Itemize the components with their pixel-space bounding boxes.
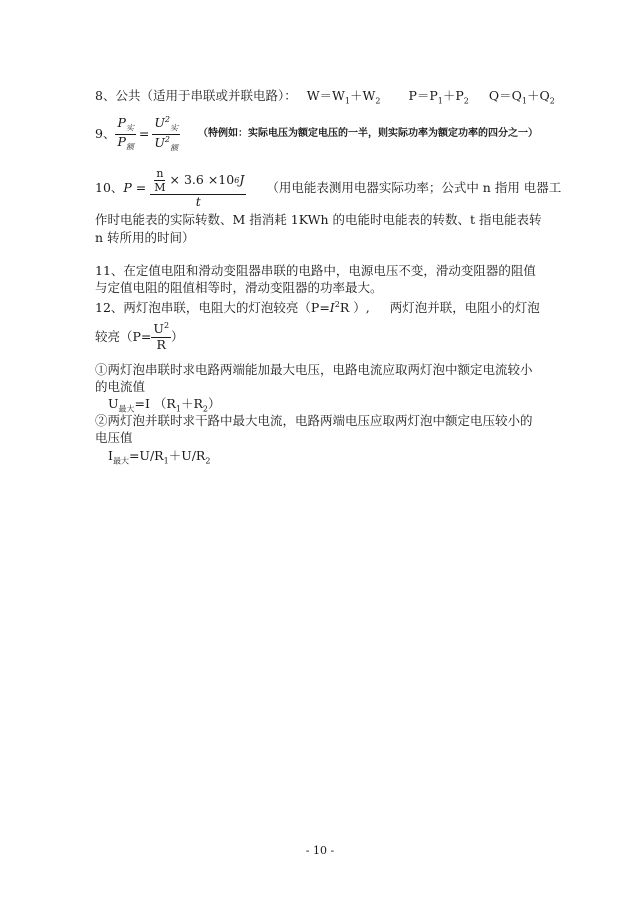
energy-w2-sub: 2 (375, 96, 381, 106)
item-10-line (95, 168, 561, 209)
max-voltage-sub: 最大 (118, 404, 135, 414)
vratio-den-sub: 额 (170, 143, 178, 153)
max-current-eq: =U/R (128, 448, 164, 463)
fraction-n: n (156, 167, 164, 180)
energy-w1-sub: 1 (344, 96, 350, 106)
item-8-line (95, 88, 555, 110)
vratio-num-u: U (154, 115, 165, 131)
fraction-r: R (156, 336, 166, 352)
power-p1-sub: 1 (437, 96, 443, 106)
meter-constant: × 3.6 ×10 (169, 172, 235, 188)
item-11-text-2: 与定值电阻的阻值相等时，滑动变阻器的功率最大。 (95, 280, 383, 295)
power-p2-sub: 2 (463, 96, 469, 106)
power-formula (408, 88, 472, 106)
power-p: P＝P (408, 88, 438, 103)
case-2-text-1: ②两灯泡并联时求干路中最大电流，电路两端电压应取两灯泡中额定电压较小的 (95, 413, 533, 428)
energy-formula (306, 88, 385, 106)
ratio-equals: = (138, 126, 150, 142)
meter-exponent: 6 (234, 175, 240, 185)
heat-q1-sub: 1 (521, 96, 527, 106)
item-12-close-paren: ） (171, 328, 184, 344)
max-current-i: I (108, 448, 113, 463)
item-12-parallel-text: 两灯泡并联，电阻小的灯泡 (389, 300, 540, 316)
item-10-text-2: 作时电能表的实际转数、M 指消耗 1KWh 的电能时电能表的转数、t 指电能表转 (95, 212, 542, 227)
series-current-i: I (329, 300, 335, 316)
item-12-line-2 (95, 322, 184, 351)
fraction-u-sup: 2 (163, 321, 170, 330)
meter-unit: J (239, 172, 245, 188)
series-resistance: R ）, (339, 300, 370, 316)
case-1-text-2: 的电流值 (95, 379, 146, 394)
item-10-text-1: （用电能表测用电器实际功率；公式中 n 指用 电器工 (266, 180, 562, 196)
series-current-sup: 2 (334, 300, 340, 309)
energy-w: W＝W (306, 88, 345, 103)
power-plus: ＋P (442, 88, 464, 103)
ratio-den-p: P (117, 133, 126, 149)
n-over-m-fraction (152, 168, 167, 193)
max-voltage-close: ） (207, 396, 221, 411)
item-8-prefix: 8、公共（适用于串联或并联电路）： (95, 88, 297, 103)
item-9-label: 9、 (95, 126, 116, 142)
meter-power-p: P = (123, 180, 147, 196)
power-ratio-fraction (115, 117, 135, 151)
fraction-m: M (154, 181, 166, 194)
page-number: - 10 - (305, 844, 335, 857)
max-current-sub: 最大 (112, 456, 129, 466)
vratio-den-sup: 2 (164, 134, 170, 144)
heat-q: Q＝Q (488, 88, 522, 103)
case-1-text-1: ①两灯泡串联时求电路两端能加最大电压，电路电流应取两灯泡中额定电流较小 (95, 362, 533, 377)
item-12-brighter-text: 较亮（P= (95, 328, 152, 344)
item-10-text-3: n 转所用的时间） (95, 230, 195, 245)
ratio-den-sub: 额 (125, 142, 134, 152)
item-10-label: 10、 (95, 180, 124, 196)
max-voltage-u: U (108, 396, 119, 411)
meter-power-fraction (150, 168, 246, 209)
item-9-line (95, 116, 538, 152)
r2-sub-2: 2 (205, 456, 211, 466)
heat-plus: ＋Q (526, 88, 550, 103)
max-current-plus: ＋U/R (168, 448, 206, 463)
max-voltage-plus: ＋R (180, 396, 203, 411)
u2-over-r-fraction (151, 322, 171, 351)
heat-formula (488, 88, 555, 106)
vratio-den-u: U (154, 134, 165, 150)
heat-q2-sub: 2 (549, 96, 555, 106)
r1-sub: 1 (175, 404, 181, 414)
case-2-formula (108, 448, 210, 470)
fraction-t: t (195, 194, 201, 209)
vratio-num-sub: 实 (170, 123, 178, 133)
energy-plus: ＋W (350, 88, 376, 103)
r1-sub-2: 1 (163, 456, 169, 466)
r2-sub: 2 (202, 404, 208, 414)
item-9-note: （特例如：实际电压为额定电压的一半，则实际功率为额定功率的四分之一） (198, 128, 538, 140)
ratio-num-sub: 实 (125, 123, 134, 133)
item-12-line-1 (95, 297, 540, 316)
ratio-num-p: P (117, 115, 126, 131)
max-voltage-eq: =I （R (134, 396, 176, 411)
fraction-u: U (153, 321, 164, 337)
item-11-text-1: 11、在定值电阻和滑动变阻器串联的电路中，电源电压不变，滑动变阻器的阻值 (95, 263, 536, 278)
voltage-ratio-fraction (152, 116, 180, 152)
vratio-num-sup: 2 (164, 115, 170, 124)
item-12-series-text: 12、两灯泡串联，电阻大的灯泡较亮（P= (95, 300, 330, 316)
case-2-text-2: 电压值 (95, 430, 133, 445)
